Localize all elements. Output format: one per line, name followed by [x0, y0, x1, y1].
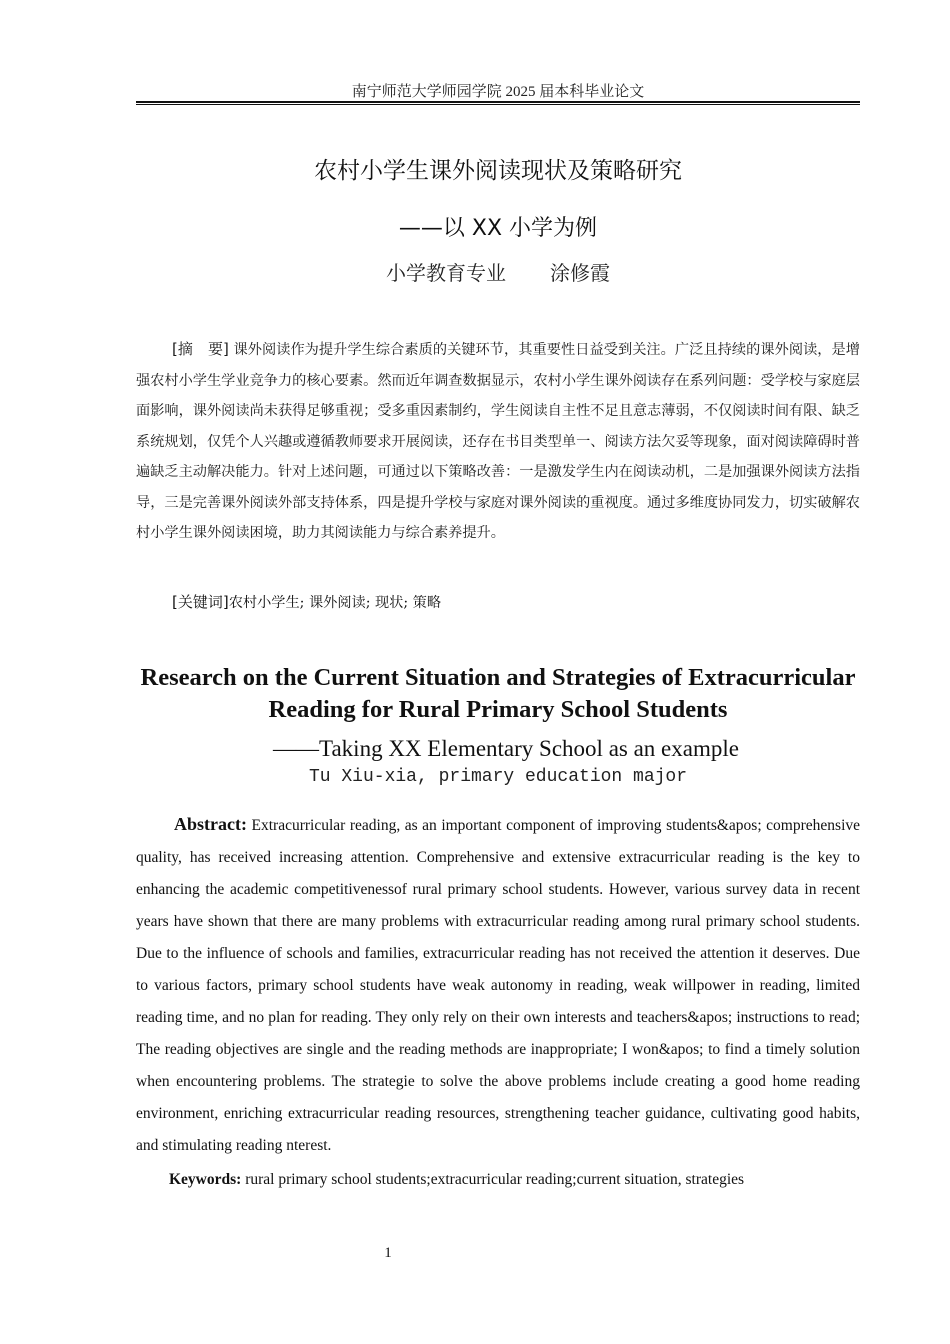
english-keywords-label: Keywords: — [169, 1171, 242, 1188]
english-author-line: Tu Xiu-xia, primary education major — [308, 767, 688, 787]
chinese-subtitle: ——以 XX 小学为例 — [398, 216, 598, 241]
chinese-author-line — [136, 257, 860, 286]
english-keywords-text: rural primary school students;extracurricular reading;current situation, strategies — [245, 1171, 745, 1188]
english-subtitle: ——Taking XX Elementary School as an example — [273, 736, 739, 761]
english-abstract-text: Extracurricular reading, as an important component of improving students&apos; comprehensive quality, has received increasing attention. Comprehensive and extensive extracurricular reading is the key to enhancing the academic competitivenessof rural primary school students. However, various survey data in recent years have shown that there are many problems with extracurricular reading among rural primary school students. Due to the influence of schools and families, extracurricular reading has not received the attention it deserves. Due to various factors, primary school students have weak autonomy in reading, weak willpower in reading, limited reading time, and no plan for reading. They only rely on their own interests and teachers&apos; instructions to read; The reading objectives are single and the reading methods are inappropriate; I won&apos; to find a timely solution when encountering problems. The strategie to solve the above problems include creating a good home reading environment, enriching extracurricular reading resources, strengthening teacher guidance, cultivating good habits, and stimulating reading nterest. — [136, 817, 861, 1154]
chinese-abstract — [136, 334, 860, 549]
english-abstract-label: Abstract: — [174, 814, 247, 834]
chinese-major: 小学教育专业 — [386, 261, 506, 285]
english-abstract — [136, 808, 860, 1162]
chinese-abstract-text: 课外阅读作为提升学生综合素质的关键环节，其重要性日益受到关注。广泛且持续的课外阅读，是增强农村小学生学业竞争力的核心要素。然而近年调查数据显示，农村小学生课外阅读存在系列问题：受学校与家庭层面影响，课外阅读尚未获得足够重视；受多重因素制约，学生阅读自主性不足且意志薄弱，不仅阅读时间有限、缺乏系统规划，仅凭个人兴趣或遵循教师要求开展阅读，还存在书目类型单一、阅读方法欠妥等现象，面对阅读障碍时普遍缺乏主动解决能力。针对上述问题，可通过以下策略改善：一是激发学生内在阅读动机，二是加强课外阅读方法指导，三是完善课外阅读外部支持体系，四是提升学校与家庭对课外阅读的重视度。通过多维度协同发力，切实破解农村小学生课外阅读困境，助力其阅读能力与综合素养提升。 — [136, 342, 860, 541]
chinese-keywords — [172, 591, 860, 614]
chinese-keywords-text: 农村小学生; 课外阅读; 现状; 策略 — [228, 595, 442, 611]
chinese-title: 农村小学生课外阅读现状及策略研究 — [314, 158, 682, 184]
header-divider — [136, 101, 860, 105]
english-keywords — [169, 1171, 859, 1189]
page-number: 1 — [384, 1245, 392, 1261]
chinese-abstract-label: [摘 要] — [172, 340, 229, 358]
chinese-keywords-label: [关键词] — [172, 593, 229, 611]
running-header: 南宁师范大学师园学院 2025 届本科毕业论文 — [351, 84, 645, 100]
chinese-author-name: 涂修霞 — [550, 261, 610, 285]
english-title: Research on the Current Situation and Strategies of Extracurricular Reading for Rural Primary School Students — [140, 664, 856, 723]
